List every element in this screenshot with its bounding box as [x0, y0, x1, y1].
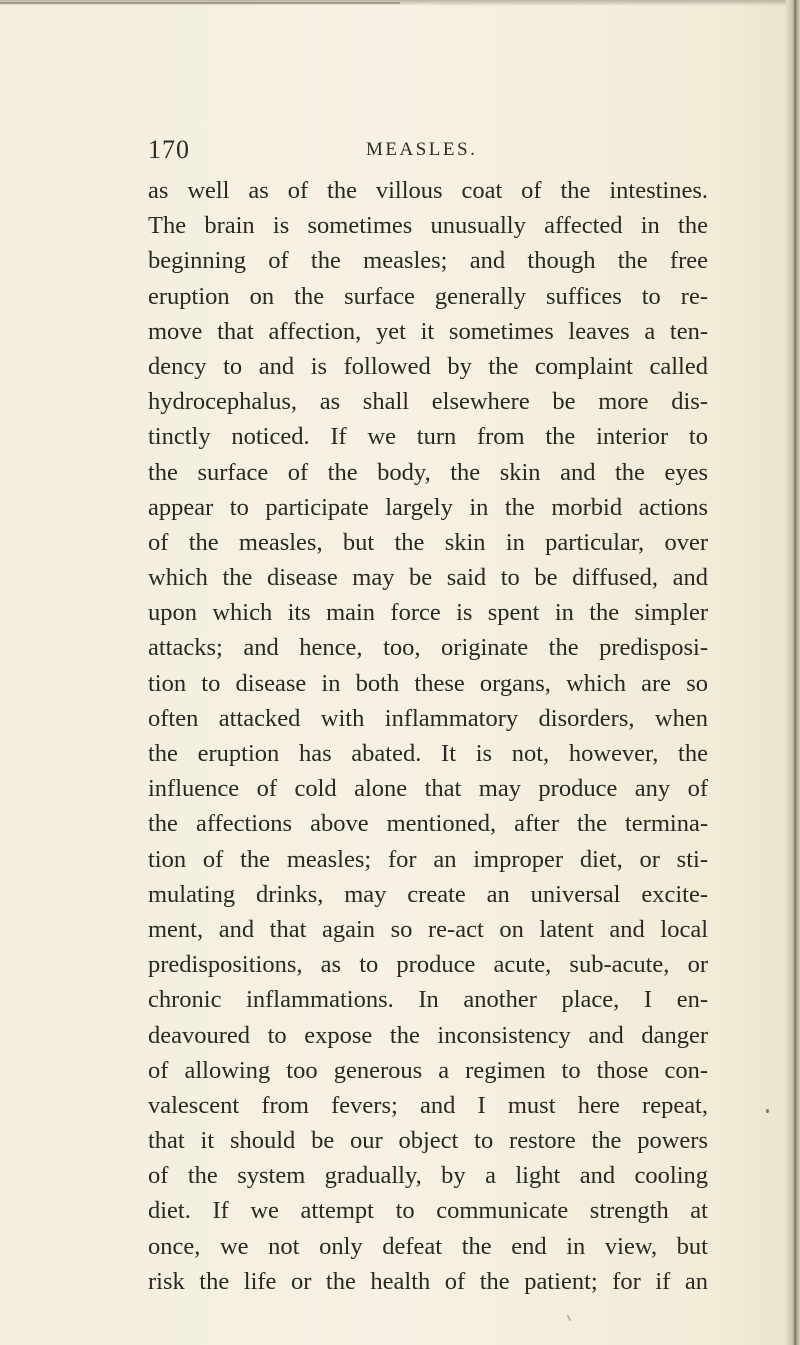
text-line: influence of cold alone that may produce any of [148, 775, 708, 803]
text-line: the affections above mentioned, after the termina- [148, 810, 708, 838]
text-line: The brain is sometimes unusually affected in the [148, 212, 708, 240]
text-line: tinctly noticed. If we turn from the interior to [148, 423, 708, 451]
text-line: of the system gradually, by a light and cooling [148, 1162, 708, 1190]
paper-speck [567, 1315, 572, 1321]
text-line: of allowing too generous a regimen to those con- [148, 1056, 708, 1084]
text-line: that it should be our object to restore the powers [148, 1127, 708, 1155]
text-line: hydrocephalus, as shall elsewhere be more dis- [148, 388, 708, 416]
page-header [148, 135, 708, 165]
top-edge-rule [0, 2, 400, 4]
text-line: the eruption has abated. It is not, however, the [148, 740, 708, 767]
text-line: diet. If we attempt to communicate strength at [148, 1197, 708, 1225]
body-text [148, 173, 708, 1299]
gutter-line [794, 0, 796, 1345]
text-line: eruption on the surface generally suffices to re- [148, 282, 708, 310]
text-line: dency to and is followed by the complaint called [148, 352, 708, 380]
text-line: tion to disease in both these organs, which are so [148, 669, 708, 697]
page-number: 170 [148, 135, 190, 164]
ink-speck [766, 1109, 769, 1113]
text-line: beginning of the measles; and though the free [148, 247, 708, 275]
text-line: predispositions, as to produce acute, sub-acute, or [148, 951, 708, 979]
text-line: valescent from fevers; and I must here repeat, [148, 1091, 708, 1119]
text-line: appear to participate largely in the morbid actions [148, 493, 708, 521]
text-line: deavoured to expose the inconsistency and danger [148, 1021, 708, 1049]
text-line: once, we not only defeat the end in view, but [148, 1232, 708, 1260]
text-line: move that affection, yet it sometimes leaves a ten- [148, 317, 708, 345]
text-line: often attacked with inflammatory disorders, when [148, 704, 708, 732]
text-line: tion of the measles; for an improper diet, or sti- [148, 845, 708, 873]
page-gutter-edge [786, 0, 800, 1345]
text-line: risk the life or the health of the patient; for if an [148, 1267, 708, 1295]
text-line: mulating drinks, may create an universal excite- [148, 880, 708, 908]
text-line: chronic inflammations. In another place, I en- [148, 986, 708, 1014]
running-head: MEASLES. [366, 139, 478, 160]
text-line: attacks; and hence, too, originate the predisposi- [148, 634, 708, 662]
text-line: as well as of the villous coat of the intestines. [148, 177, 708, 204]
text-line: upon which its main force is spent in the simpler [148, 599, 708, 627]
text-line: which the disease may be said to be diffused, and [148, 564, 708, 592]
text-line: the surface of the body, the skin and the eyes [148, 458, 708, 486]
text-line: ment, and that again so re-act on latent and local [148, 915, 708, 943]
text-line: of the measles, but the skin in particular, over [148, 528, 708, 556]
